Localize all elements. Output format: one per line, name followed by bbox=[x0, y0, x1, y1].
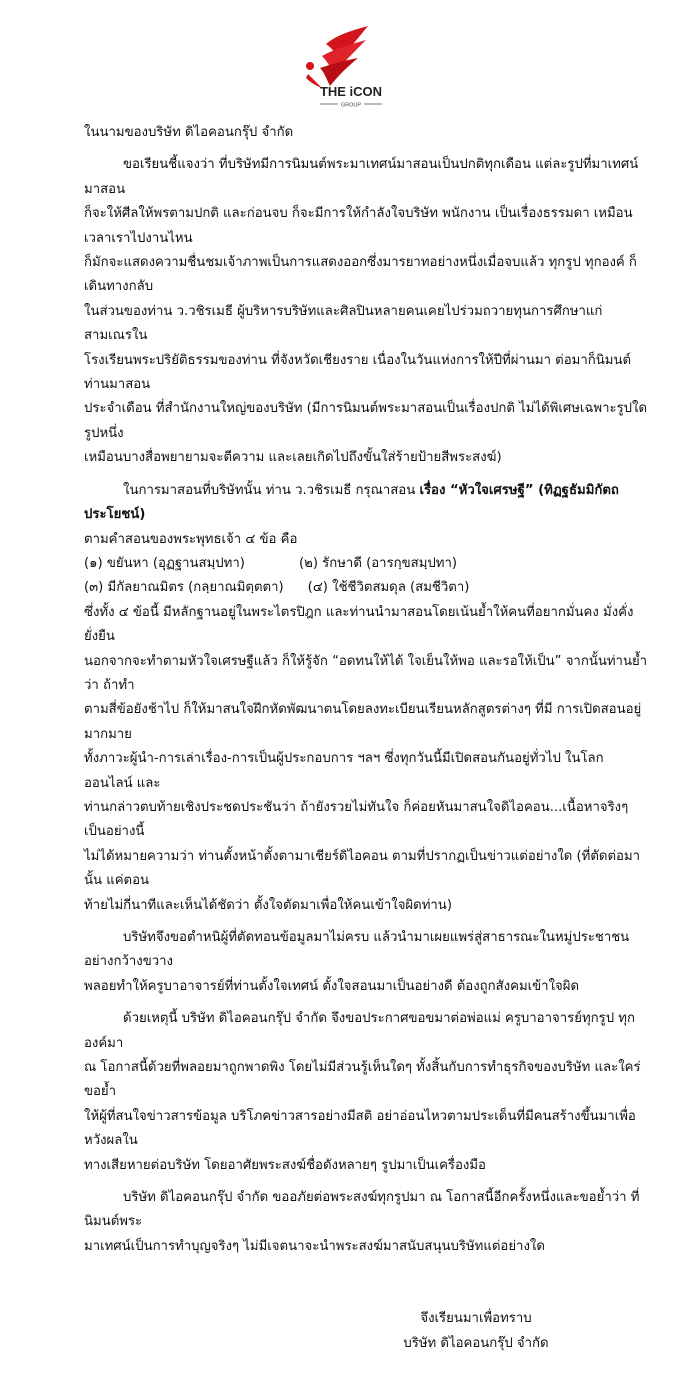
text-line: ด้วยเหตุนี้ บริษัท ดิไอคอนกรุ๊ป จำกัด จึงขอประกาศขอขมาต่อพ่อแม่ ครูบาอาจารย์ทุกรูป ทุกองค์มา bbox=[84, 1011, 635, 1051]
salutation: ในนามของบริษัท ดิไอคอนกรุ๊ป จำกัด bbox=[84, 125, 294, 140]
text-line: ท่านกล่าวตบท้ายเชิงประชดประชันว่า ถ้ายังรวยไม่ทันใจ ก็ค่อยหันมาสนใจดิไอคอน...เนื้อหาจริงๆ เป็นอย่างนี้ bbox=[84, 799, 629, 840]
paragraph-5 bbox=[84, 1186, 649, 1259]
svg-text:GROUP: GROUP bbox=[340, 102, 362, 108]
text-line: ให้ผู้ที่สนใจข่าวสารข้อมูล บริโภคข่าวสารอย่างมีสติ อย่าอ่อนไหวตามประเด็นที่มีคนสร้างขึ้นมาเพื่อหวังผลใน bbox=[84, 1108, 636, 1149]
text-line: นอกจากจะทำตามหัวใจเศรษฐีแล้ว ก็ให้รู้จัก “อดทนให้ได้ ใจเย็นให้พอ และรอให้เป็น” จากนั้นท่านย้ำว่า ถ้าทำ bbox=[84, 653, 648, 693]
text-line: ก็จะให้ศีลให้พรตามปกติ และก่อนจบ ก็จะมีการให้กำลังใจบริษัท พนักงาน เป็นเรื่องธรรมดา เหมือนเวลาเราไปงานไหน bbox=[84, 206, 633, 246]
wing-logo-icon bbox=[296, 26, 406, 108]
paragraph-4 bbox=[84, 1007, 649, 1178]
text-line: โรงเรียนพระปริยัติธรรมของท่าน ที่จังหวัดเชียงราย เนื่องในวันแห่งการให้ปีที่ผ่านมา ต่อมาก็นิมนต์ท่านมาสอน bbox=[84, 352, 632, 393]
list-row bbox=[84, 576, 649, 600]
text-line: ในการมาสอนที่บริษัทนั้น ท่าน ว.วชิรเมธี กรุณาสอน เรื่อง “หัวใจเศรษฐี” (ทิฏฐธัมมิกัตถประโยชน์) bbox=[84, 482, 619, 523]
text-line: ท้ายไม่กี่นาทีและเห็นได้ชัดว่า ตั้งใจตัดมาเพื่อให้คนเข้าใจผิดท่าน) bbox=[84, 897, 452, 913]
list-item: (๒) รักษาดี (อารกฺขสมฺปทา) bbox=[299, 555, 458, 571]
text-line: ทางเสียหายต่อบริษัท โดยอาศัยพระสงฆ์ชื่อดังหลายๆ รูปมาเป็นเครื่องมือ bbox=[84, 1157, 486, 1173]
text-line: ทั้งภาวะผู้นำ-การเล่าเรื่อง-การเป็นผู้ประกอบการ ฯลฯ ซึ่งทุกวันนี้มีเปิดสอนกันอยู่ทั่วไป ในโลกออนไลน์ และ bbox=[84, 751, 604, 791]
text-line: ขอเรียนชี้แจงว่า ที่บริษัทมีการนิมนต์พระมาเทศน์มาสอนเป็นปกติทุกเดือน แต่ละรูปที่มาเทศน์มาสอน bbox=[84, 157, 639, 197]
signatory-company: บริษัท ดิไอคอนกรุ๊ป จำกัด bbox=[403, 1335, 549, 1351]
signature-block bbox=[386, 1307, 566, 1356]
text-line: ณ โอกาสนี้ด้วยที่พลอยมาถูกพาดพิง โดยไม่มีส่วนรู้เห็นใดๆ ทั้งสิ้นกับการทำธุรกิจของบริษัท และใคร่ขอย้ำ bbox=[84, 1060, 641, 1100]
text-line: ตามคำสอนของพระพุทธเจ้า ๔ ข้อ คือ bbox=[84, 531, 298, 547]
paragraph-3 bbox=[84, 926, 649, 999]
letter-body bbox=[84, 121, 649, 1259]
closing: จึงเรียนมาเพื่อทราบ bbox=[420, 1311, 532, 1327]
paragraph-1 bbox=[84, 153, 649, 470]
list-row bbox=[84, 552, 649, 576]
list-item: (๑) ขยันหา (อุฏฐานสมฺปทา) bbox=[84, 555, 245, 571]
text-line: พลอยทำให้ครูบาอาจารย์ที่ท่านตั้งใจเทศน์ ตั้งใจสอนมาเป็นอย่างดี ต้องถูกสังคมเข้าใจผิด bbox=[84, 978, 580, 994]
text-line: ซึ่งทั้ง ๔ ข้อนี้ มีหลักฐานอยู่ในพระไตรปิฎก และท่านนำมาสอนโดยเน้นย้ำให้คนที่อยากมั่นคง มั่งคั่ง ยั่งยืน bbox=[84, 604, 634, 645]
text-line: เหมือนบางสื่อพยายามจะตีความ และเลยเกิดไปถึงขั้นใส่ร้ายป้ายสีพระสงฆ์) bbox=[84, 450, 502, 466]
company-logo bbox=[296, 26, 406, 108]
text-line: บริษัทจึงขอตำหนิผู้ที่ตัดทอนข้อมูลมาไม่ครบ แล้วนำมาเผยแพร่สู่สาธารณะในหมู่ประชาชนอย่างกว้างขวาง bbox=[84, 930, 630, 970]
sermon-topic: เรื่อง “หัวใจเศรษฐี” (ทิฏฐธัมมิกัตถประโยชน์) bbox=[84, 482, 619, 523]
text-line: มาเทศน์เป็นการทำบุญจริงๆ ไม่มีเจตนาจะนำพระสงฆ์มาสนับสนุนบริษัทแต่อย่างใด bbox=[84, 1238, 545, 1254]
text-line: ประจำเดือน ที่สำนักงานใหญ่ของบริษัท (มีการนิมนต์พระมาสอนเป็นเรื่องปกติ ไม่ได้พิเศษเฉพาะรูปใดรูปหนึ่ง bbox=[84, 401, 648, 441]
paragraph-2 bbox=[84, 479, 649, 918]
text-line: ก็มักจะแสดงความชื่นชมเจ้าภาพเป็นการแสดงออกซึ่งมารยาทอย่างหนึ่งเมื่อจบแล้ว ทุกรูป ทุกองค์ ก็เดินทางกลับ bbox=[84, 255, 637, 295]
text-line: ไม่ได้หมายความว่า ท่านตั้งหน้าตั้งตามาเชียร์ดิไอคอน ตามที่ปรากฏเป็นข่าวแต่อย่างใด (ที่ตัดต่อมานั้น แค่ตอน bbox=[84, 848, 641, 889]
text-line: ตามสี่ข้อยังช้าไป ก็ให้มาสนใจฝึกหัดพัฒนาตนโดยลงทะเบียนเรียนหลักสูตรต่างๆ ที่มี การเปิดสอนอยู่มากมาย bbox=[84, 702, 642, 742]
list-item: (๓) มีกัลยาณมิตร (กลฺยาณมิตฺตตา) bbox=[84, 580, 284, 596]
text-line: บริษัท ดิไอคอนกรุ๊ป จำกัด ขออภัยต่อพระสงฆ์ทุกรูปมา ณ โอกาสนี้อีกครั้งหนึ่งและขอย้ำว่า ที่นิมนต์พระ bbox=[84, 1190, 640, 1230]
list-item: (๔) ใช้ชีวิตสมดุล (สมชีวิตา) bbox=[307, 580, 470, 596]
text-line: ในส่วนของท่าน ว.วชิรเมธี ผู้บริหารบริษัทและศิลปินหลายคนเคยไปร่วมถวายทุนการศึกษาแก่สามเณรใน bbox=[84, 303, 603, 344]
svg-text:THE iCON: THE iCON bbox=[319, 84, 383, 99]
